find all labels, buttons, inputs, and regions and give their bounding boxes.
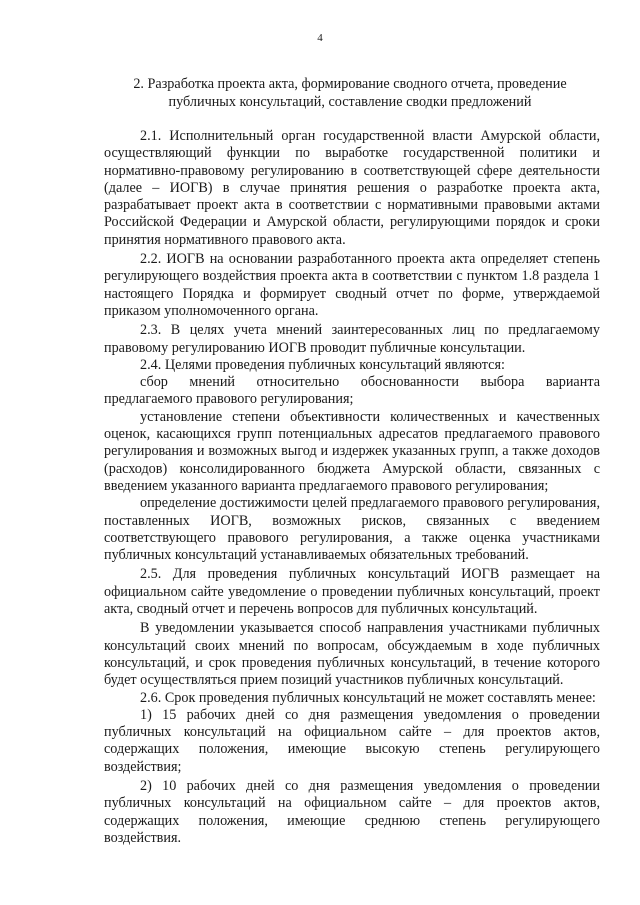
paragraph-2-6-item-2: 2) 10 рабочих дней со дня размещения уведомления о проведении публичных консультаций на официальном сайте – для проектов актов, содержащих положения, имеющие среднюю степень регулирующего воздействия. <box>104 777 600 846</box>
paragraph-2-3: 2.3. В целях учета мнений заинтересованных лиц по предлагаемому правовому регулированию ИОГВ проводит публичные консультации. <box>104 322 600 356</box>
paragraph-2-4-item-2: установление степени объективности количественных и качественных оценок, касающихся групп потенциальных адресатов предлагаемого правового регулирования и возможных выгод и издержек указанных групп, а также доходов (расходов) консолидированного бюджета Амурской области, связанных с введением указанного варианта предлагаемого правового регулирования; <box>104 408 600 494</box>
paragraph-2-6-item-1: 1) 15 рабочих дней со дня размещения уведомления о проведении публичных консультаций на официальном сайте – для проектов актов, содержащих положения, имеющие высокую степень регулирующего воздействия; <box>104 706 600 775</box>
paragraph-2-1: 2.1. Исполнительный орган государственной власти Амурской области, осуществляющий функции по выработке государственной политики и нормативно-правовому регулированию в соответствующей сфере деятельности (далее – ИОГВ) в случае принятия решения о разработке проекта акта, разрабатывает проект акта в соответствии с нормативными правовыми актами Российской Федерации и Амурской области, регулирующими порядок и сроки принятия нормативного правового акта. <box>104 128 600 248</box>
page-number: 4 <box>317 32 323 44</box>
section-title: 2. Разработка проекта акта, формирование сводного отчета, проведение публичных консультаций, составление сводки предложений <box>133 76 567 110</box>
paragraph-2-5: 2.5. Для проведения публичных консультаций ИОГВ размещает на официальном сайте уведомление о проведении публичных консультаций, проект акта, сводный отчет и перечень вопросов для публичных консультаций. <box>104 566 600 618</box>
paragraph-2-4-item-1: сбор мнений относительно обоснованности выбора варианта предлагаемого правового регулирования; <box>104 374 600 408</box>
paragraph-2-4: 2.4. Целями проведения публичных консультаций являются: <box>140 356 505 373</box>
paragraph-2-6: 2.6. Срок проведения публичных консультаций не может составлять менее: <box>140 689 596 706</box>
paragraph-2-4-item-3: определение достижимости целей предлагаемого правового регулирования, поставленных ИОГВ, возможных рисков, связанных с введением соответствующего правового регулирования, а также оценка участниками публичных консультаций устанавливаемых обязательных требований. <box>104 495 600 564</box>
paragraph-2-5-notice: В уведомлении указывается способ направления участниками публичных консультаций своих мнений по вопросам, обсуждаемым в ходе публичных консультаций, и срок проведения публичных консультаций, в течение которого будет осуществляться прием позиций участников публичных консультаций. <box>104 620 600 689</box>
document-body <box>104 128 600 847</box>
paragraph-2-2: 2.2. ИОГВ на основании разработанного проекта акта определяет степень регулирующего воздействия проекта акта в соответствии с пунктом 1.8 раздела 1 настоящего Порядка и формирует сводный отчет по форме, утверждаемой приказом уполномоченного органа. <box>104 251 600 319</box>
